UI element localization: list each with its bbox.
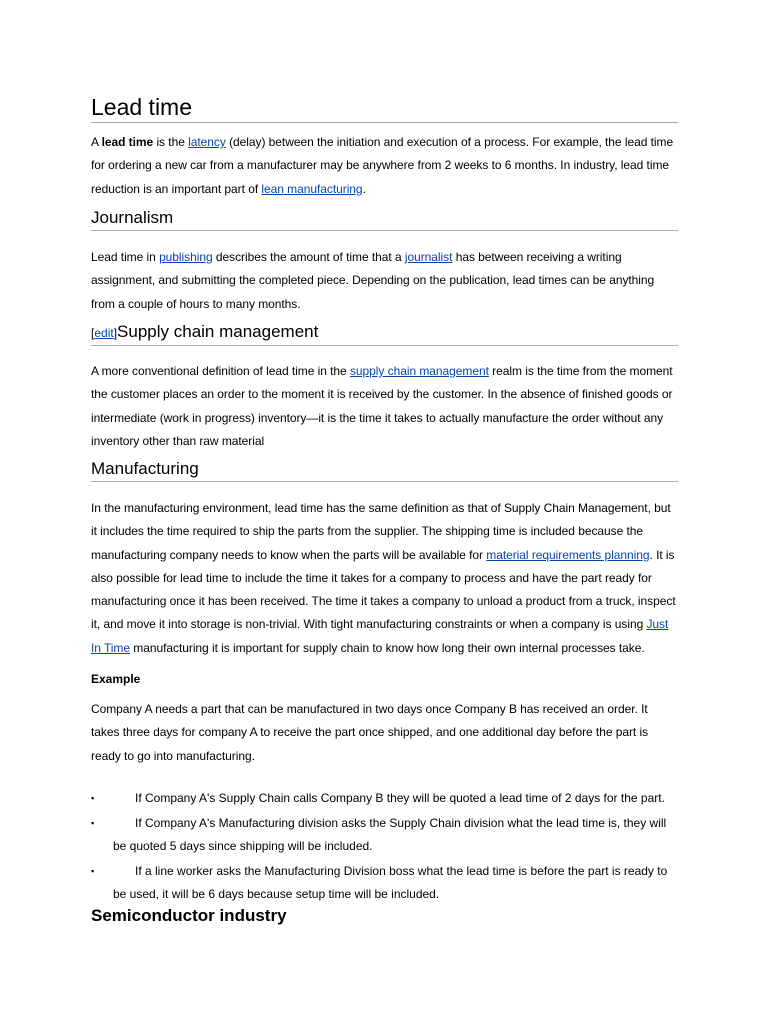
journalism-paragraph xyxy=(91,246,678,316)
bullet-icon: ▪ xyxy=(91,866,95,877)
edit-bracket-open: [ xyxy=(91,326,95,340)
manufacturing-paragraph xyxy=(91,497,678,660)
intro-bold-term: lead time xyxy=(101,135,154,149)
page-title: Lead time xyxy=(91,93,678,123)
example-bullet-list xyxy=(91,787,678,908)
example-heading: Example xyxy=(91,672,141,686)
lean-manufacturing-link[interactable]: lean manufacturing xyxy=(261,181,363,196)
latency-link[interactable]: latency xyxy=(188,135,226,149)
supply-chain-management-link[interactable]: supply chain management xyxy=(349,364,489,378)
intro-text: A xyxy=(91,135,102,149)
supply-chain-heading-text: Supply chain management xyxy=(117,322,319,341)
list-item xyxy=(91,787,678,810)
example-text: Company A needs a part that can be manufactured in two days once Company B has received an order. It takes three days for company A to receive the part once shipped, and one additional day before the part is ready to go into manufacturing. xyxy=(91,702,649,763)
list-item xyxy=(91,860,678,907)
supply-text: realm is the time from the moment the customer places an order to the moment it is received by the customer. In the absence of finished goods or intermediate (work in progress) inventory—it is the time it takes to actually manufacture the order without any inventory other than raw material xyxy=(91,364,673,448)
supply-chain-paragraph xyxy=(91,360,678,453)
list-item xyxy=(91,812,678,859)
manufacturing-text: In the manufacturing environment, lead time has the same definition as that of Supply Chain Management, but it includes the time required to ship the parts from the supplier. The shipping time is included because the manufacturing company needs to know when the parts will be available for xyxy=(91,501,671,562)
manufacturing-text: . It is also possible for lead time to include the time it takes for a company to process and have the part ready for manufacturing once it has been received. The time it takes a company to unload a product from a truck, inspect it, and move it into storage is non-trivial. With tight manufacturing constraints or when a company is using xyxy=(91,547,676,632)
intro-text: (delay) between the initiation and execution of a process. For example, the lead time for ordering a new car from a manufacturer may be anywhere from 2 weeks to 6 months. In industry, lead time reduction is an important part of xyxy=(91,135,674,196)
journalism-text: Lead time in xyxy=(91,250,160,264)
journalism-text: has between receiving a writing assignment, and submitting the completed piece. Depending on the publication, lead times can be anything from a couple of hours to many months. xyxy=(91,250,655,311)
publishing-link[interactable]: publishing xyxy=(159,250,213,264)
supply-chain-heading xyxy=(91,321,678,346)
just-in-time-link[interactable]: Just In Time xyxy=(91,617,669,655)
material-requirements-planning-link[interactable]: material requirements planning xyxy=(486,547,650,562)
intro-paragraph xyxy=(91,131,678,201)
semiconductor-heading: Semiconductor industry xyxy=(91,906,287,925)
list-item-text: If Company A's Manufacturing division asks the Supply Chain division what the lead time is, they will be quoted 5 days since shipping will be included. xyxy=(113,815,667,854)
list-item-text: If Company A's Supply Chain calls Company B they will be quoted a lead time of 2 days for the part. xyxy=(135,791,665,805)
manufacturing-text: manufacturing it is important for supply chain to know how long their own internal processes take. xyxy=(130,640,645,655)
journalism-heading: Journalism xyxy=(91,207,678,231)
bullet-icon: ▪ xyxy=(91,793,95,803)
edit-link[interactable]: edit xyxy=(94,326,114,340)
journalist-link[interactable]: journalist xyxy=(404,250,453,264)
edit-bracket-close: ] xyxy=(113,326,118,340)
bullet-icon: ▪ xyxy=(91,817,95,828)
intro-text: . xyxy=(362,181,366,196)
journalism-text: describes the amount of time that a xyxy=(212,250,405,264)
example-paragraph xyxy=(91,698,678,768)
supply-text: A more conventional definition of lead time in the xyxy=(91,364,350,378)
list-item-text: If a line worker asks the Manufacturing Division boss what the lead time is before the part is ready to be used, it will be 6 days because setup time will be included. xyxy=(113,864,668,902)
manufacturing-heading: Manufacturing xyxy=(91,458,678,482)
intro-text: is the xyxy=(153,135,189,149)
